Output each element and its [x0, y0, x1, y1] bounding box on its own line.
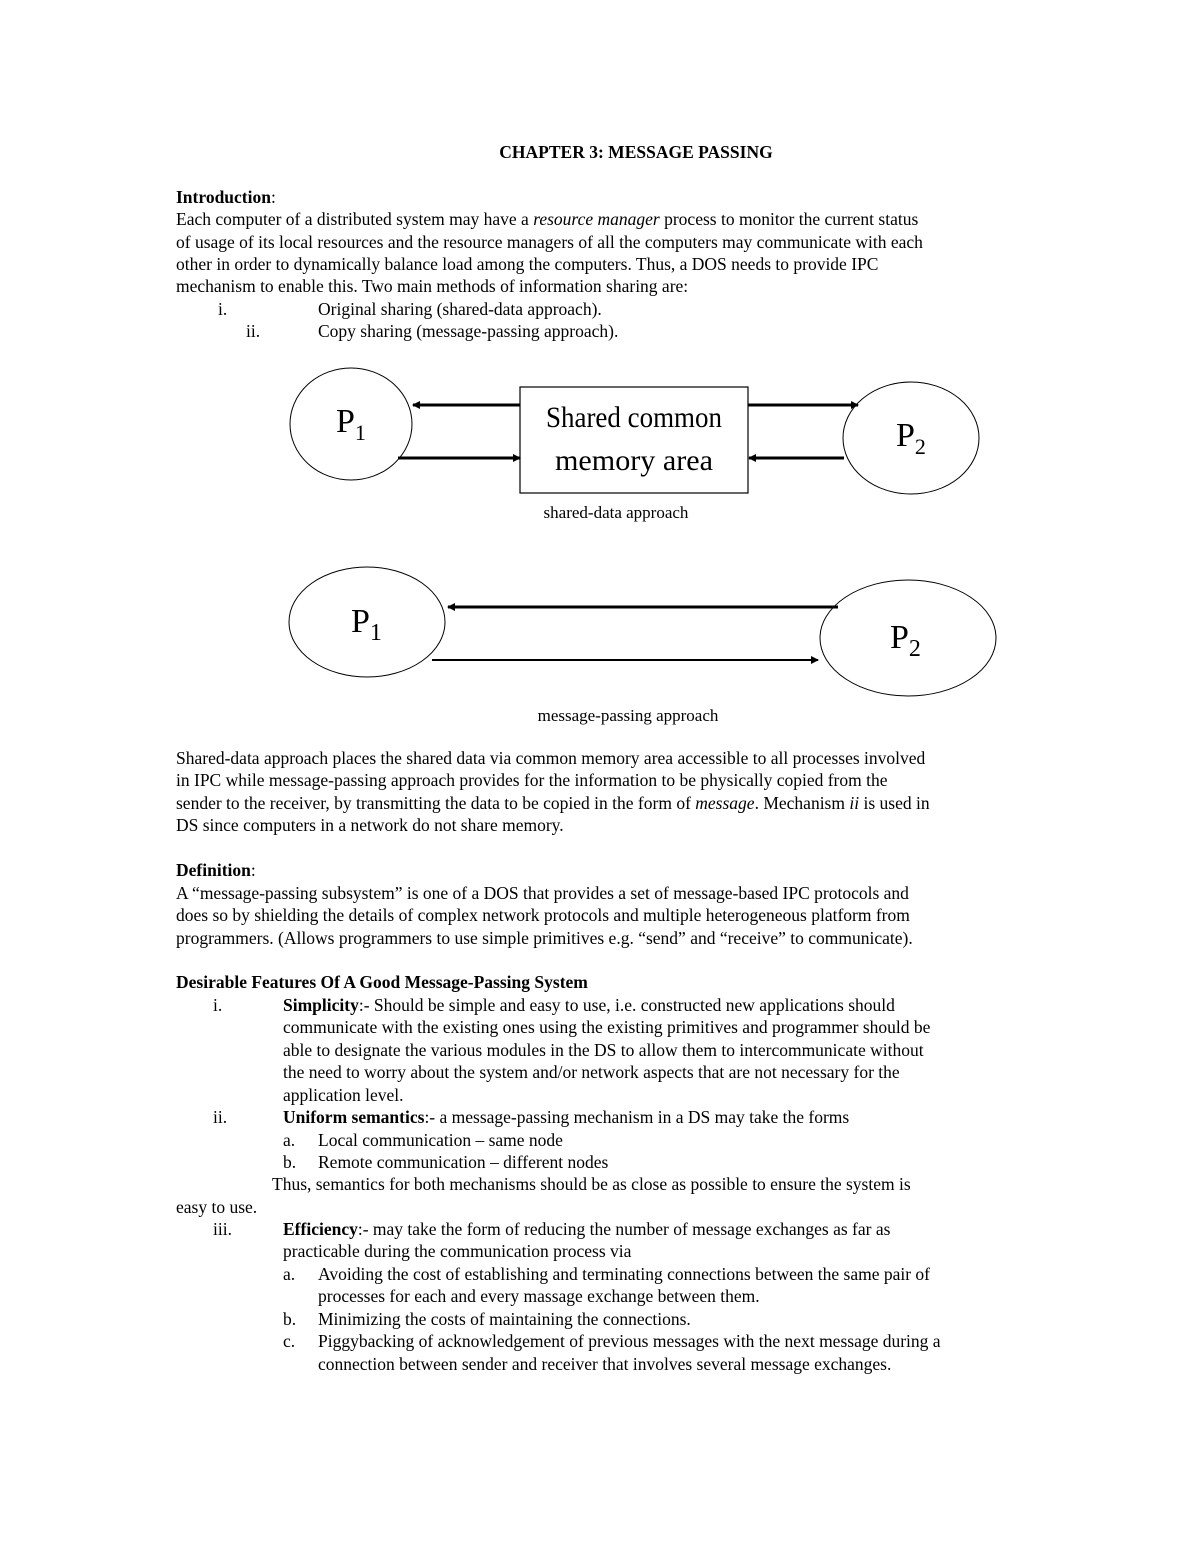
text-line [176, 1196, 257, 1218]
text-segment: Original sharing (shared-data approach). [318, 299, 602, 319]
text-line [283, 1151, 296, 1173]
text-line [176, 792, 930, 814]
text-segment: able to designate the various modules in the DS to allow them to intercommunicate without [283, 1040, 924, 1060]
shared-data-caption: shared-data approach [543, 503, 689, 522]
text-segment: sender to the receiver, by transmitting the data to be copied in the form of [176, 793, 696, 813]
text-segment: other in order to dynamically balance load among the computers. Thus, a DOS needs to provide IPC [176, 254, 879, 274]
text-segment: is used in [859, 793, 930, 813]
italic-text: message [695, 793, 755, 813]
bold-text: Definition [176, 860, 251, 880]
text-segment: Shared-data approach places the shared data via common memory area accessible to all processes involved [176, 748, 926, 768]
text-line [218, 298, 227, 320]
text-line [176, 814, 564, 836]
text-segment: Avoiding the cost of establishing and terminating connections between the same pair of [318, 1264, 931, 1284]
text-segment: practicable during the communication process via [283, 1241, 632, 1261]
text-segment: c. [283, 1331, 296, 1351]
text-line [176, 208, 918, 230]
text-line [283, 1330, 295, 1352]
bold-text: Uniform semantics [283, 1107, 425, 1127]
text-line [176, 747, 925, 769]
text-line [283, 1016, 930, 1038]
text-segment: Local communication – same node [318, 1130, 563, 1150]
text-segment: ii. [246, 321, 261, 341]
text-line [176, 253, 878, 275]
text-line [283, 1106, 849, 1128]
text-segment: :- a message-passing mechanism in a DS may take the forms [424, 1107, 850, 1127]
italic-text: ii [849, 793, 860, 813]
text-segment: connection between sender and receiver that involves several message exchanges. [318, 1354, 892, 1374]
text-line [318, 1285, 760, 1307]
p1-label: P [336, 403, 355, 440]
text-line [283, 1084, 404, 1106]
text-segment: the need to worry about the system and/or network aspects that are not necessary for the [283, 1062, 900, 1082]
text-segment: process to monitor the current status [659, 209, 919, 229]
memory-box-line2: memory area [555, 444, 713, 477]
text-segment: i. [218, 299, 228, 319]
text-segment: Each computer of a distributed system may have a [176, 209, 534, 229]
text-line [176, 859, 256, 881]
text-segment: b. [283, 1309, 297, 1329]
text-line [176, 971, 588, 993]
text-line [283, 1263, 295, 1285]
chapter-title: CHAPTER 3: MESSAGE PASSING [499, 142, 773, 162]
svg-text:P1 [336, 403, 366, 445]
text-line [213, 1106, 227, 1128]
text-segment: a. [283, 1264, 296, 1284]
p2-subscript: 2 [914, 434, 926, 459]
text-line [176, 769, 888, 791]
text-segment: DS since computers in a network do not share memory. [176, 815, 564, 835]
text-line [283, 1129, 295, 1151]
text-line [176, 231, 923, 253]
text-segment: iii. [213, 1219, 232, 1239]
p1-subscript: 1 [354, 420, 366, 445]
svg-text:P2 [896, 417, 926, 459]
p1-subscript: 1 [369, 620, 382, 646]
text-segment: :- may take the form of reducing the number of message exchanges as far as [357, 1219, 891, 1239]
text-segment: Copy sharing (message-passing approach). [318, 321, 619, 341]
text-segment: a. [283, 1130, 296, 1150]
text-segment: i. [213, 995, 223, 1015]
text-line [318, 1353, 891, 1375]
text-segment: Remote communication – different nodes [318, 1152, 609, 1172]
text-segment: processes for each and every massage exchange between them. [318, 1286, 760, 1306]
text-segment: A “message-passing subsystem” is one of a DOS that provides a set of message-based IPC protocols and [176, 883, 909, 903]
bold-text: Introduction [176, 187, 271, 207]
text-line [176, 882, 909, 904]
text-line [176, 186, 276, 208]
text-line [213, 994, 222, 1016]
text-line [283, 1240, 631, 1262]
text-segment: :- Should be simple and easy to use, i.e. constructed new applications should [358, 995, 895, 1015]
text-line [318, 1151, 608, 1173]
text-segment: : [250, 860, 256, 880]
text-segment: does so by shielding the details of complex network protocols and multiple heterogeneous platform from [176, 905, 910, 925]
text-segment: easy to use. [176, 1197, 258, 1217]
text-line [213, 1218, 232, 1240]
memory-box-line1: Shared common [546, 401, 722, 434]
text-line [283, 1061, 900, 1083]
bold-text: Simplicity [283, 995, 359, 1015]
text-line [318, 1330, 941, 1352]
text-line [283, 994, 895, 1016]
bold-text: Desirable Features Of A Good Message-Passing System [176, 972, 588, 992]
bold-text: Efficiency [283, 1219, 358, 1239]
text-line [246, 320, 260, 342]
text-segment: programmers. (Allows programmers to use simple primitives e.g. “send” and “receive” to communicate). [176, 928, 913, 948]
text-line [283, 1039, 924, 1061]
text-line [318, 320, 618, 342]
text-line [318, 298, 602, 320]
text-line [318, 1129, 563, 1151]
text-segment: ii. [213, 1107, 228, 1127]
p2-subscript: 2 [908, 636, 921, 662]
text-segment: Minimizing the costs of maintaining the connections. [318, 1309, 691, 1329]
text-segment: b. [283, 1152, 297, 1172]
text-segment: communicate with the existing ones using the existing primitives and programmer should be [283, 1017, 931, 1037]
svg-text:P2 [890, 619, 921, 662]
text-segment: mechanism to enable this. Two main methods of information sharing are: [176, 276, 689, 296]
text-segment: application level. [283, 1085, 404, 1105]
text-line [318, 1308, 691, 1330]
p2-label: P [890, 619, 909, 656]
text-line [176, 904, 910, 926]
text-line [283, 1218, 890, 1240]
svg-text:P1 [351, 603, 382, 646]
text-segment: Thus, semantics for both mechanisms should be as close as possible to ensure the system is [272, 1174, 911, 1194]
text-line [283, 1308, 296, 1330]
text-segment: : [270, 187, 276, 207]
diagrams [0, 0, 1200, 760]
message-passing-caption: message-passing approach [537, 706, 719, 725]
text-segment: of usage of its local resources and the resource managers of all the computers may communicate with each [176, 232, 923, 252]
text-line [176, 927, 913, 949]
p1-label: P [351, 603, 370, 640]
shared-data-diagram [290, 368, 979, 522]
text-segment: Piggybacking of acknowledgement of previous messages with the next message during a [318, 1331, 941, 1351]
text-line [272, 1173, 911, 1195]
text-line [176, 275, 688, 297]
message-passing-diagram [289, 567, 996, 725]
p2-label: P [896, 417, 915, 454]
text-segment: . Mechanism [754, 793, 850, 813]
italic-text: resource manager [533, 209, 660, 229]
text-line [318, 1263, 930, 1285]
text-segment: in IPC while message-passing approach provides for the information to be physically copied from the [176, 770, 888, 790]
